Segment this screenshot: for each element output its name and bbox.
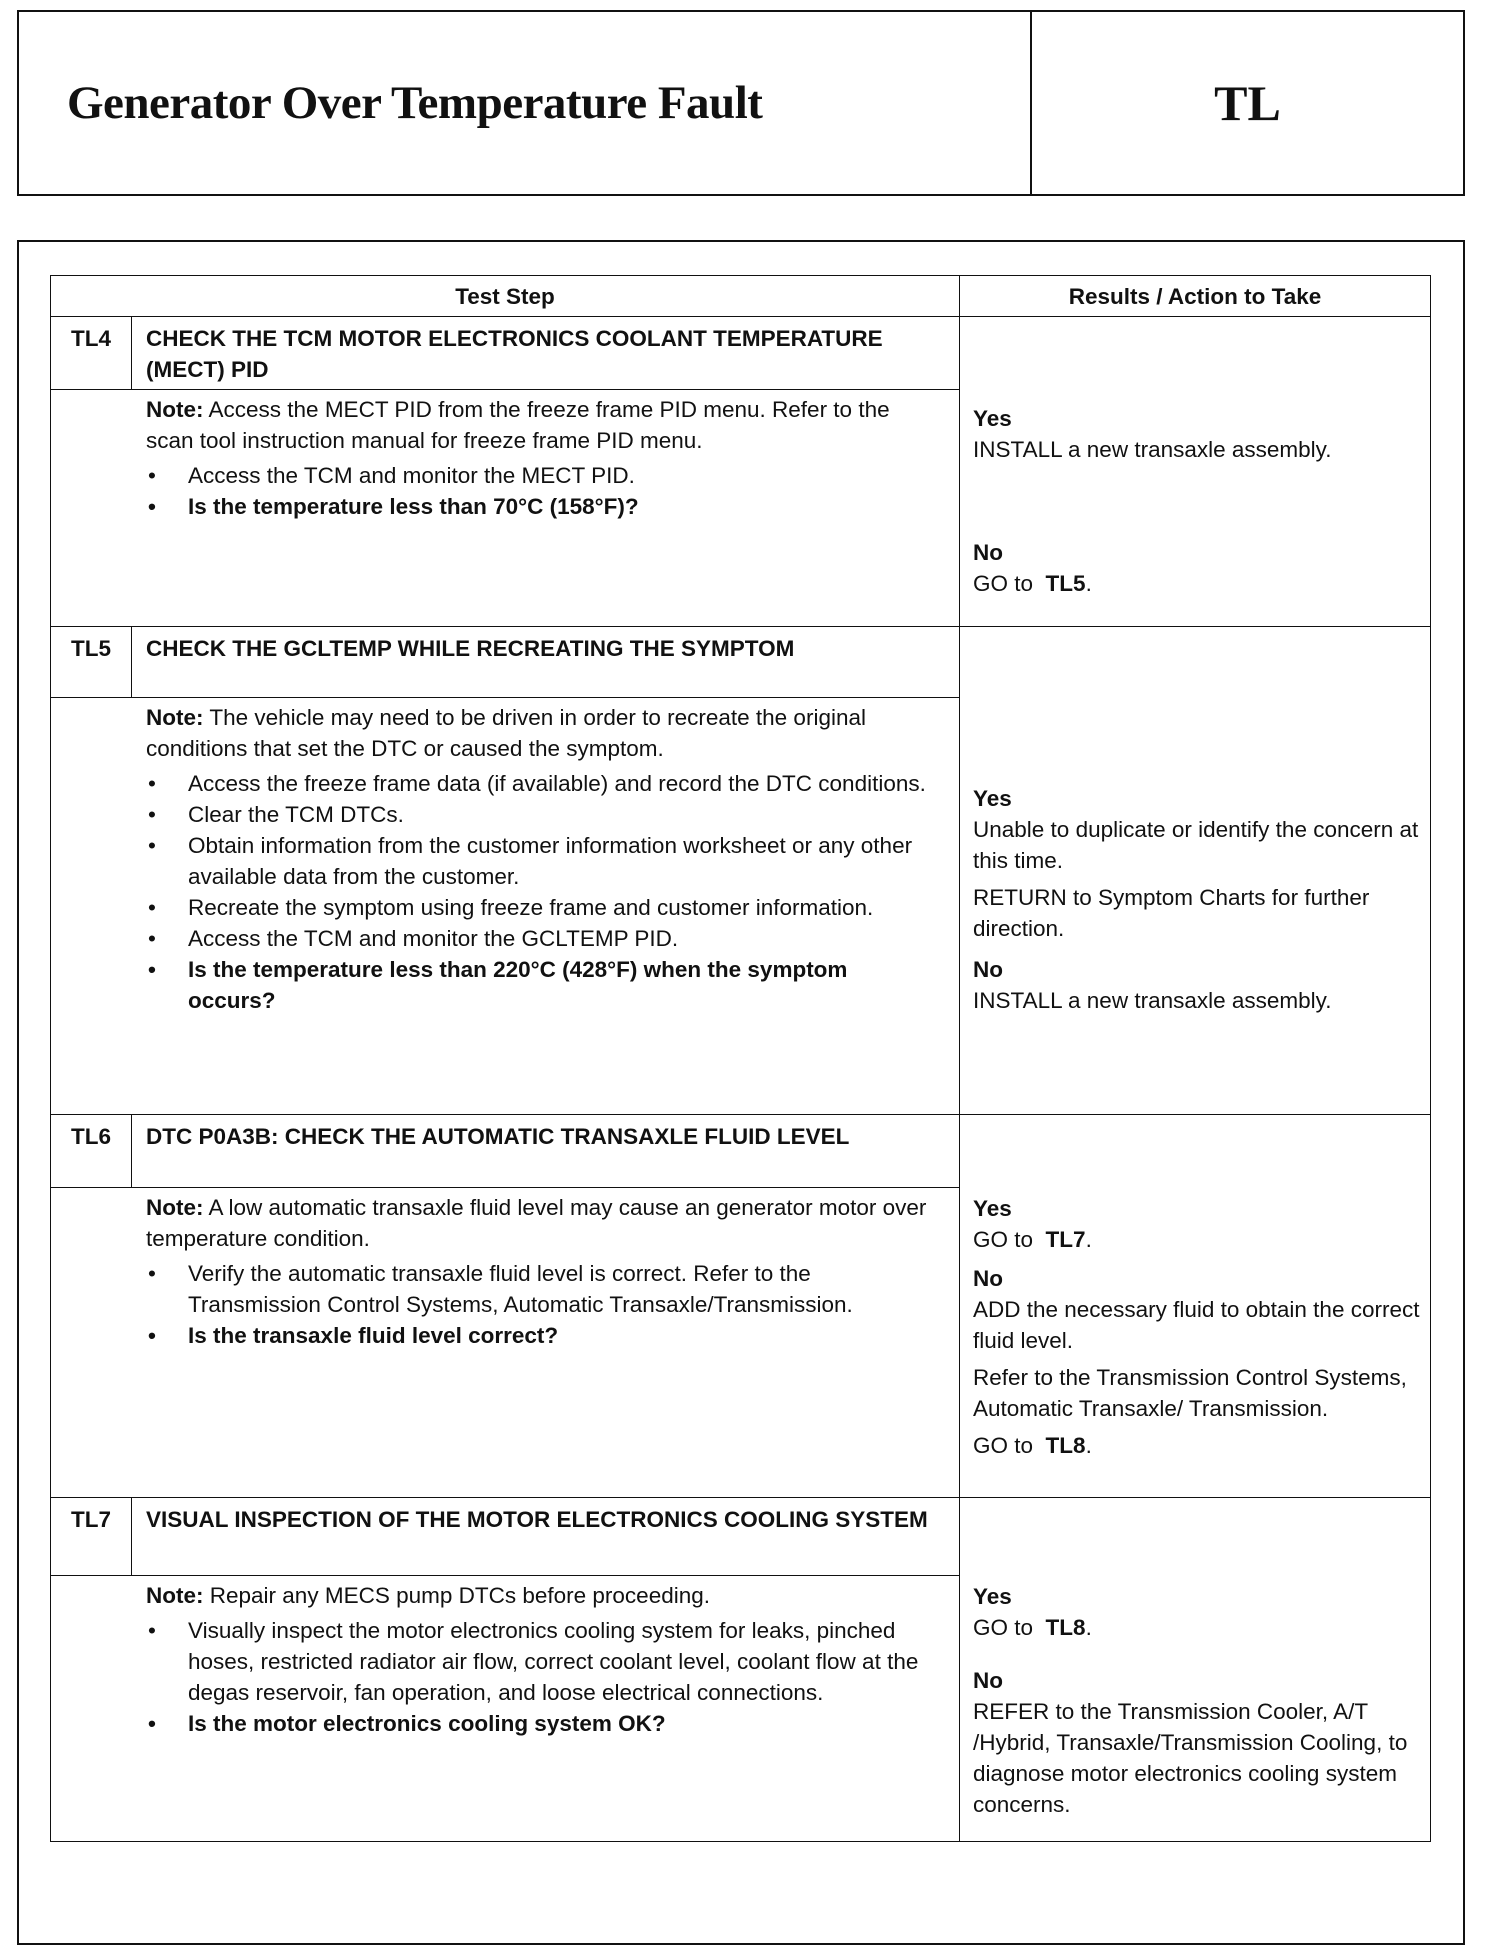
table-row-tl4	[51, 317, 1430, 627]
note-text: The vehicle may need to be driven in order to recreate the original conditions that set the DTC or caused the symptom.	[146, 705, 866, 761]
no-action: GO to TL5.	[973, 571, 1092, 596]
step-title: DTC P0A3B: CHECK THE AUTOMATIC TRANSAXLE FLUID LEVEL	[146, 1124, 850, 1149]
table-row-tl7	[51, 1498, 1430, 1841]
step-id: TL7	[51, 1498, 132, 1575]
step-title: CHECK THE GCLTEMP WHILE RECREATING THE SYMPTOM	[146, 636, 795, 661]
table-row-tl6	[51, 1115, 1430, 1498]
question: • Is the temperature less than 70°C (158°F)?	[146, 491, 929, 522]
note-text: A low automatic transaxle fluid level may cause an generator motor over temperature condition.	[146, 1195, 927, 1251]
no-action: REFER to the Transmission Cooler, A/T /Hybrid, Transaxle/Transmission Cooling, to diagnose motor electronics cooling system concerns.	[973, 1699, 1408, 1817]
bullet: • Obtain information from the customer information worksheet or any other available data from the customer.	[146, 830, 929, 892]
no-label: No	[973, 540, 1003, 565]
table-row-tl5	[51, 627, 1430, 1115]
bullet: • Recreate the symptom using freeze frame and customer information.	[146, 892, 929, 923]
table-header	[51, 276, 1430, 317]
bullet: • Verify the automatic transaxle fluid level is correct. Refer to the Transmission Control Systems, Automatic Transaxle/Transmission.	[146, 1258, 929, 1320]
step-body	[51, 1576, 959, 1745]
no-label: No	[973, 957, 1003, 982]
step-results	[960, 1115, 1430, 1497]
question: • Is the temperature less than 220°C (428°F) when the symptom occurs?	[146, 954, 929, 1016]
note-text: Repair any MECS pump DTCs before proceeding.	[209, 1583, 710, 1608]
col-test-step: Test Step	[51, 276, 960, 316]
yes-action: Unable to duplicate or identify the concern at this time.	[973, 817, 1419, 873]
yes-action: GO to TL8.	[973, 1615, 1092, 1640]
step-body	[51, 390, 959, 528]
bullet: • Visually inspect the motor electronics cooling system for leaks, pinched hoses, restricted radiator air flow, correct coolant level, coolant flow at the degas reservoir, fan operation, and loose electrical connections.	[146, 1615, 929, 1708]
step-id: TL5	[51, 627, 132, 697]
no-action: GO to TL8.	[973, 1433, 1092, 1458]
no-action: ADD the necessary fluid to obtain the correct fluid level.	[973, 1297, 1420, 1353]
bullet: • Clear the TCM DTCs.	[146, 799, 929, 830]
no-action: Refer to the Transmission Control Systems, Automatic Transaxle/ Transmission.	[973, 1365, 1407, 1421]
yes-action: GO to TL7.	[973, 1227, 1092, 1252]
diagnostic-table	[50, 275, 1431, 1842]
goto-link[interactable]: TL5	[1045, 571, 1086, 596]
question: • Is the transaxle fluid level correct?	[146, 1320, 929, 1351]
step-body	[51, 1188, 959, 1357]
question: • Is the motor electronics cooling system OK?	[146, 1708, 929, 1739]
col-results: Results / Action to Take	[1068, 283, 1322, 309]
yes-label: Yes	[973, 1196, 1012, 1221]
note-label: Note:	[146, 1195, 204, 1220]
yes-label: Yes	[973, 1584, 1012, 1609]
note-label: Note:	[146, 397, 204, 422]
step-results	[960, 317, 1430, 626]
goto-text: GO to	[973, 1433, 1034, 1458]
step-body	[51, 698, 959, 1022]
goto-link[interactable]: TL8	[1045, 1433, 1086, 1458]
step-title: VISUAL INSPECTION OF THE MOTOR ELECTRONICS COOLING SYSTEM	[146, 1507, 928, 1532]
step-id: TL4	[51, 317, 132, 389]
yes-action: RETURN to Symptom Charts for further direction.	[973, 885, 1370, 941]
goto-text: GO to	[973, 1615, 1034, 1640]
step-title: CHECK THE TCM MOTOR ELECTRONICS COOLANT TEMPERATURE (MECT) PID	[146, 326, 883, 382]
note-label: Note:	[146, 1583, 204, 1608]
bullet: • Access the TCM and monitor the MECT PID.	[146, 460, 929, 491]
no-label: No	[973, 1668, 1003, 1693]
page-title: Generator Over Temperature Fault	[19, 12, 1032, 194]
step-results	[960, 1498, 1430, 1841]
bullet: • Access the freeze frame data (if available) and record the DTC conditions.	[146, 768, 929, 799]
no-label: No	[973, 1266, 1003, 1291]
note-label: Note:	[146, 705, 204, 730]
step-id: TL6	[51, 1115, 132, 1187]
goto-text: GO to	[973, 571, 1034, 596]
step-results	[960, 627, 1430, 1114]
bullet: • Access the TCM and monitor the GCLTEMP PID.	[146, 923, 929, 954]
no-action: INSTALL a new transaxle assembly.	[973, 988, 1332, 1013]
yes-label: Yes	[973, 406, 1012, 431]
page-header	[17, 10, 1465, 196]
goto-link[interactable]: TL8	[1045, 1615, 1086, 1640]
section-code: TL	[1214, 75, 1281, 131]
note-text: Access the MECT PID from the freeze frame PID menu. Refer to the scan tool instruction manual for freeze frame PID menu.	[146, 397, 890, 453]
goto-link[interactable]: TL7	[1045, 1227, 1086, 1252]
yes-action: INSTALL a new transaxle assembly.	[973, 437, 1332, 462]
yes-label: Yes	[973, 786, 1012, 811]
goto-text: GO to	[973, 1227, 1034, 1252]
